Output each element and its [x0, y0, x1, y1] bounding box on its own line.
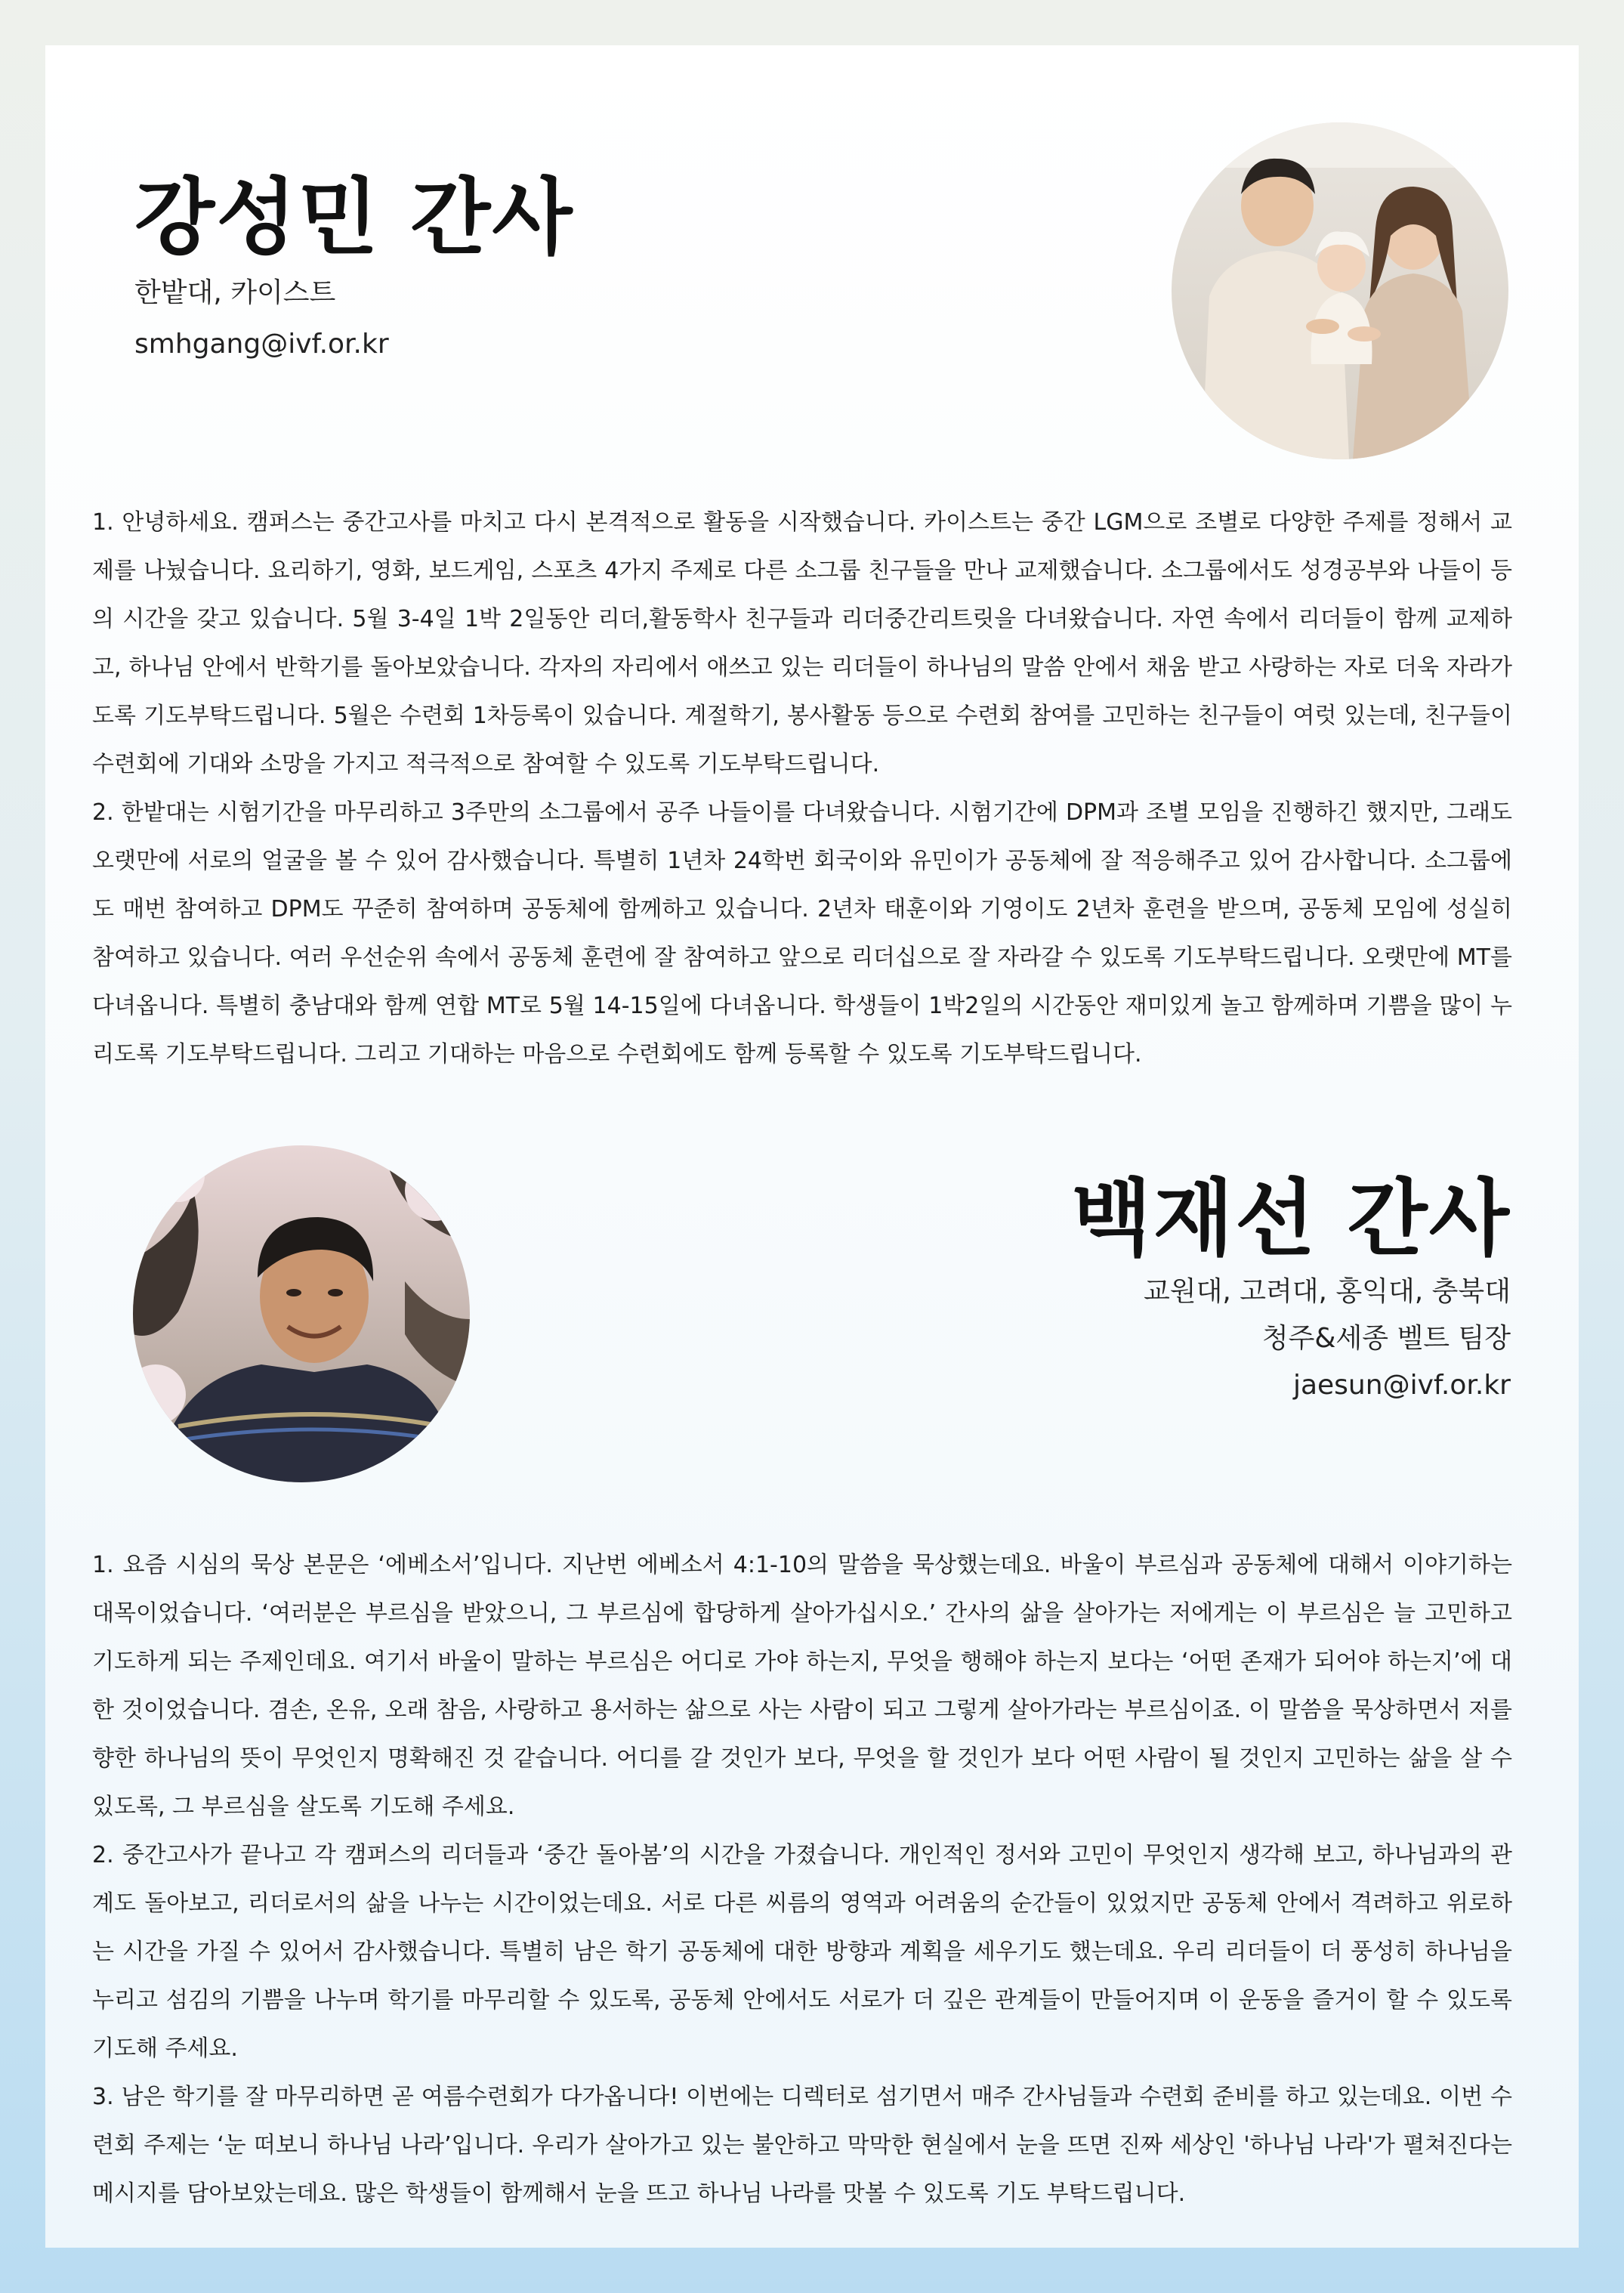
prayer-letter-2	[92, 1541, 1512, 2218]
email-1[interactable]: smhgang@ivf.or.kr	[134, 329, 389, 360]
email-2[interactable]: jaesun@ivf.or.kr	[1292, 1370, 1511, 1401]
prayer-letter-1	[92, 499, 1512, 1079]
paragraph: 3. 남은 학기를 잘 마무리하면 곧 여름수련회가 다가옵니다! 이번에는 디렉터로 섬기면서 매주 간사님들과 수련회 준비를 하고 있는데요. 이번 수련회 주제는 ‘눈 떠보니 하나님 나라’입니다. 우리가 살아가고 있는 불안하고 막막한 현실에서 눈을 뜨면 진짜 세상인 '하나님 나라'가 펼쳐진다는 메시지를 담아보았는데요. 많은 학생들이 함께해서 눈을 뜨고 하나님 나라를 맛볼 수 있도록 기도 부탁드립니다.	[92, 2084, 1512, 2207]
staff-name-1: 강성민 간사	[134, 168, 574, 266]
campus-list-2: 교원대, 고려대, 홍익대, 충북대	[1144, 1276, 1511, 1307]
staff-info-2	[1144, 1271, 1511, 1407]
staff-info-1	[134, 272, 389, 366]
campus-list-1: 한밭대, 카이스트	[134, 277, 336, 308]
staff-name-2: 백재선 간사	[1071, 1170, 1511, 1267]
paragraph: 1. 요즘 시심의 묵상 본문은 ‘에베소서’입니다. 지난번 에베소서 4:1-10의 말씀을 묵상했는데요. 바울이 부르심과 공동체에 대해서 이야기하는 대목이었습니다. ‘여러분은 부르심을 받았으니, 그 부르심에 합당하게 살아가십시오.’ 간사의 삶을 살아가는 저에게는 이 부르심은 늘 고민하고 기도하게 되는 주제인데요. 여기서 바울이 말하는 부르심은 어디로 가야 하는지, 무엇을 행해야 하는지 보다는 ‘어떤 존재가 되어야 하는지’에 대한 것이었습니다. 겸손, 온유, 오래 참음, 사랑하고 용서하는 삶으로 사는 사람이 되고 그렇게 살아가라는 부르심이죠. 이 말씀을 묵상하면서 저를 향한 하나님의 뜻이 무엇인지 명확해진 것 같습니다. 어디를 갈 것인가 보다, 무엇을 할 것인가 보다 어떤 사람이 될 것인지 고민하는 삶을 살 수 있도록, 그 부르심을 살도록 기도해 주세요.	[92, 1552, 1512, 1820]
family-photo	[1172, 122, 1508, 459]
paragraph: 1. 안녕하세요. 캠퍼스는 중간고사를 마치고 다시 본격적으로 활동을 시작했습니다. 카이스트는 중간 LGM으로 조별로 다양한 주제를 정해서 교제를 나눴습니다. 요리하기, 영화, 보드게임, 스포츠 4가지 주제로 다른 소그룹 친구들을 만나 교제했습니다. 소그룹에서도 성경공부와 나들이 등의 시간을 갖고 있습니다. 5월 3-4일 1박 2일동안 리더,활동학사 친구들과 리더중간리트릿을 다녀왔습니다. 자연 속에서 리더들이 함께 교제하고, 하나님 안에서 반학기를 돌아보았습니다. 각자의 자리에서 애쓰고 있는 리더들이 하나님의 말씀 안에서 채움 받고 사랑하는 자로 더욱 자라가도록 기도부탁드립니다. 5월은 수련회 1차등록이 있습니다. 계절학기, 봉사활동 등으로 수련회 참여를 고민하는 친구들이 여럿 있는데, 친구들이 수련회에 기대와 소망을 가지고 적극적으로 참여할 수 있도록 기도부탁드립니다.	[92, 509, 1512, 777]
paragraph: 2. 한밭대는 시험기간을 마무리하고 3주만의 소그룹에서 공주 나들이를 다녀왔습니다. 시험기간에 DPM과 조별 모임을 진행하긴 했지만, 그래도 오랫만에 서로의 얼굴을 볼 수 있어 감사했습니다. 특별히 1년차 24학번 회국이와 유민이가 공동체에 잘 적응해주고 있어 감사합니다. 소그룹에도 매번 참여하고 DPM도 꾸준히 참여하며 공동체에 함께하고 있습니다. 2년차 태훈이와 기영이도 2년차 훈련을 받으며, 공동체 모임에 성실히 참여하고 있습니다. 여러 우선순위 속에서 공동체 훈련에 잘 참여하고 앞으로 리더십으로 잘 자라갈 수 있도록 기도부탁드립니다. 오랫만에 MT를 다녀옵니다. 특별히 충남대와 함께 연합 MT로 5월 14-15일에 다녀옵니다. 학생들이 1박2일의 시간동안 재미있게 놀고 함께하며 기쁨을 많이 누리도록 기도부탁드립니다. 그리고 기대하는 마음으로 수련회에도 함께 등록할 수 있도록 기도부탁드립니다.	[92, 799, 1512, 1068]
team-role-2: 청주&세종 벨트 팀장	[1261, 1323, 1511, 1354]
paragraph: 2. 중간고사가 끝나고 각 캠퍼스의 리더들과 ‘중간 돌아봄’의 시간을 가졌습니다. 개인적인 정서와 고민이 무엇인지 생각해 보고, 하나님과의 관계도 돌아보고, 리더로서의 삶을 나누는 시간이었는데요. 서로 다른 씨름의 영역과 어려움의 순간들이 있었지만 공동체 안에서 격려하고 위로하는 시간을 가질 수 있어서 감사했습니다. 특별히 남은 학기 공동체에 대한 방향과 계획을 세우기도 했는데요. 우리 리더들이 더 풍성히 하나님을 누리고 섬김의 기쁨을 나누며 학기를 마무리할 수 있도록, 공동체 안에서도 서로가 더 깊은 관계들이 만들어지며 이 운동을 즐거이 할 수 있도록 기도해 주세요.	[92, 1842, 1512, 2062]
portrait-photo	[133, 1145, 470, 1482]
